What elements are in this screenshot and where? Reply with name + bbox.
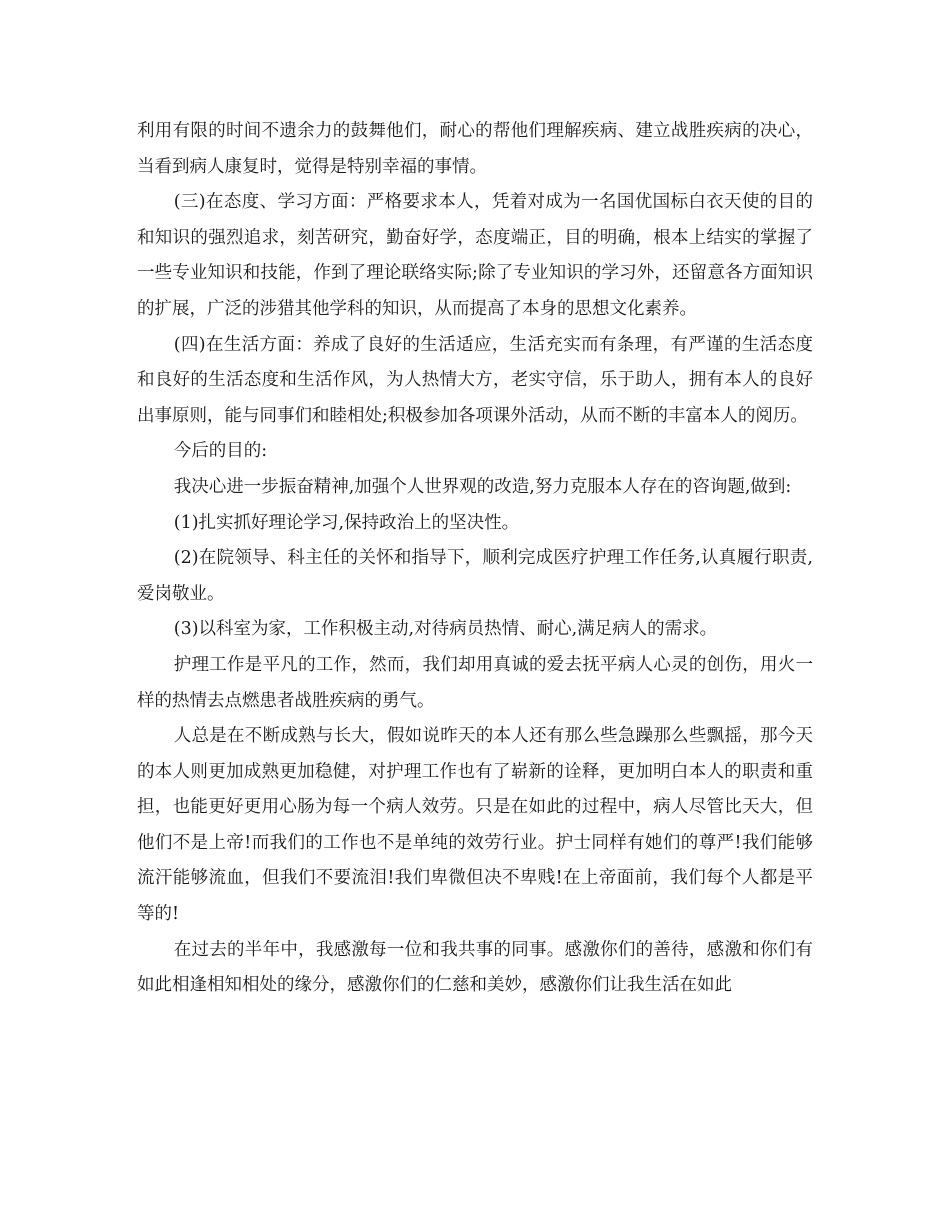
paragraph: 今后的目的: bbox=[173, 441, 268, 462]
paragraph: 护理工作是平凡的工作，然而，我们却用真诚的爱去抚平病人心灵的创伤，用火一样的热情去点燃患者战胜疾病的勇气。 bbox=[137, 654, 813, 711]
paragraph: (2)在院领导、科主任的关怀和指导下，顺利完成医疗护理工作任务,认真履行职责,爱岗敬业。 bbox=[137, 548, 813, 604]
paragraph: (四)在生活方面：养成了良好的生活适应，生活充实而有条理，有严谨的生活态度和良好的生活态度和生活作风，为人热情大方，老实守信，乐于助人，拥有本人的良好出事原则，能与同事们和睦相处;积极参加各项课外活动，从而不断的丰富本人的阅历。 bbox=[137, 334, 813, 426]
paragraph: 人总是在不断成熟与长大，假如说昨天的本人还有那么些急躁那么些飘摇，那今天的本人则更加成熟更加稳健，对护理工作也有了崭新的诠释，更加明白本人的职责和重担，也能更好更用心肠为每一个病人效劳。只是在如此的过程中，病人尽管比天大，但他们不是上帝!而我们的工作也不是单纯的效劳行业。护士同样有她们的尊严!我们能够流汗能够流血，但我们不要流泪!我们卑微但决不卑贱!在上帝面前，我们每个人都是平等的! bbox=[137, 726, 813, 925]
paragraph: 在过去的半年中，我感激每一位和我共事的同事。感激你们的善待，感激和你们有如此相逢相知相处的缘分，感激你们的仁慈和美妙，感激你们让我生活在如此 bbox=[137, 939, 813, 996]
paragraph: (1)扎实抓好理论学习,保持政治上的坚决性。 bbox=[173, 512, 520, 533]
paragraph: 我决心进一步振奋精神,加强个人世界观的改造,努力克服本人存在的咨询题,做到: bbox=[173, 476, 792, 497]
paragraph: 利用有限的时间不遗余力的鼓舞他们，耐心的帮他们理解疾病、建立战胜疾病的决心，当看到病人康复时，觉得是特别幸福的事情。 bbox=[137, 121, 813, 177]
paragraph: (3)以科室为家，工作积极主动,对待病员热情、耐心,满足病人的需求。 bbox=[173, 619, 718, 640]
document-body bbox=[137, 114, 813, 1004]
paragraph: (三)在态度、学习方面：严格要求本人，凭着对成为一名国优国标白衣天使的目的和知识的强烈追求，刻苦研究，勤奋好学，态度端正，目的明确，根本上结实的掌握了一些专业知识和技能，作到了理论联络实际;除了专业知识的学习外，还留意各方面知识的扩展，广泛的涉猎其他学科的知识，从而提高了本身的思想文化素养。 bbox=[137, 192, 813, 319]
